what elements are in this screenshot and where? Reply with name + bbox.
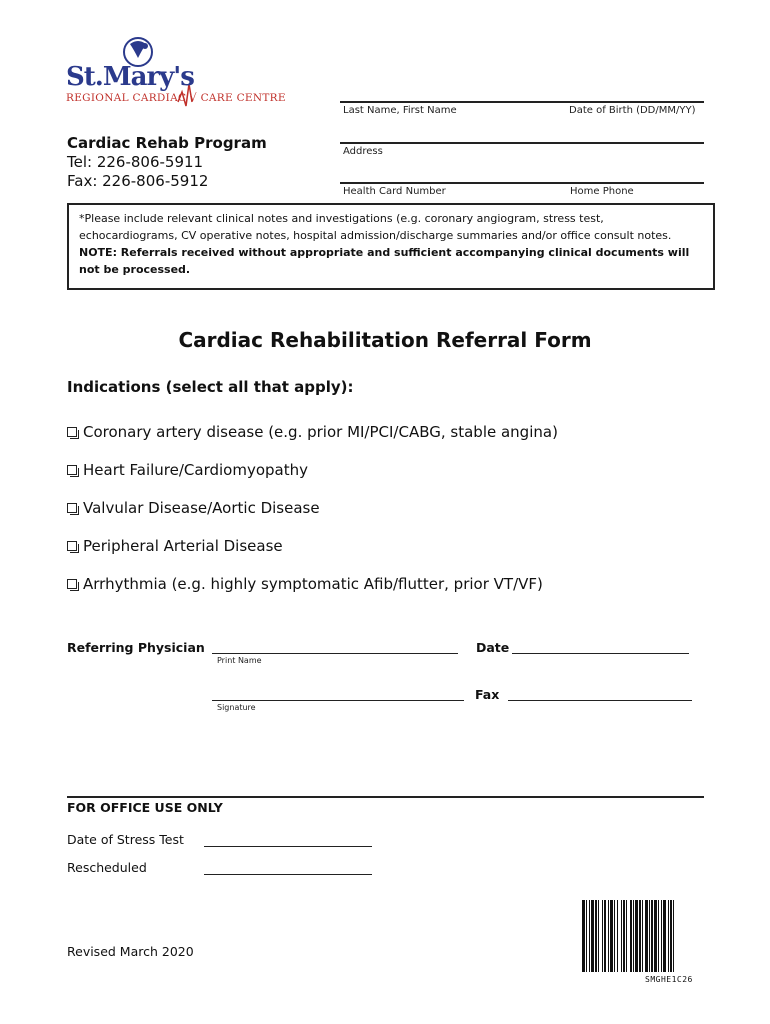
rescheduled-label: Rescheduled (67, 860, 147, 875)
checkbox[interactable] (67, 427, 77, 437)
barcode-bar (635, 900, 638, 972)
barcode-bar (658, 900, 659, 972)
print-name-label: Print Name (217, 656, 262, 665)
form-title: Cardiac Rehabilitation Referral Form (178, 328, 592, 352)
barcode-bar (668, 900, 669, 972)
date-line[interactable] (512, 653, 689, 654)
program-tel: Tel: 226-806-5911 (67, 153, 204, 171)
rescheduled-line[interactable] (204, 874, 372, 875)
barcode-bar (614, 900, 615, 972)
barcode-bar (670, 900, 672, 972)
barcode-bar (602, 900, 603, 972)
notice-note: NOTE: Referrals received without appropriate and sufficient accompanying clinical documents will not be processed. (79, 246, 690, 276)
barcode-bar (591, 900, 594, 972)
barcode-bar (621, 900, 622, 972)
indication-item[interactable] (67, 499, 320, 517)
barcode-bar (598, 900, 599, 972)
barcode-bar (673, 900, 674, 972)
barcode-bar (608, 900, 609, 972)
checkbox[interactable] (67, 541, 77, 551)
barcode (582, 900, 754, 972)
checkbox[interactable] (67, 579, 77, 589)
home-phone-label: Home Phone (570, 186, 634, 197)
barcode-bar (649, 900, 650, 972)
barcode-bar (651, 900, 653, 972)
dob-label: Date of Birth (DD/MM/YY) (569, 105, 696, 116)
barcode-bar (582, 900, 585, 972)
logo-subtitle: REGIONAL CARDIAC √ CARE CENTRE (66, 92, 286, 104)
patient-name-line[interactable] (340, 101, 704, 103)
indication-label: Coronary artery disease (e.g. prior MI/PCI/CABG, stable angina) (83, 423, 558, 441)
barcode-bar (661, 900, 662, 972)
barcode-bar (617, 900, 618, 972)
fax-line[interactable] (508, 700, 692, 701)
notice-text: *Please include relevant clinical notes and investigations (e.g. coronary angiogram, stress test, echocardiograms, CV operative notes, hospital admission/discharge summaries and/or office consult notes. (79, 212, 672, 242)
barcode-bar (610, 900, 613, 972)
stress-test-label: Date of Stress Test (67, 832, 184, 847)
indication-item[interactable] (67, 575, 543, 593)
referring-physician-label: Referring Physician (67, 640, 205, 655)
program-contact (67, 134, 267, 191)
barcode-bar (630, 900, 632, 972)
indications-heading: Indications (select all that apply): (67, 378, 354, 396)
indication-label: Valvular Disease/Aortic Disease (83, 499, 320, 517)
indication-item[interactable] (67, 537, 283, 555)
indication-label: Peripheral Arterial Disease (83, 537, 283, 555)
barcode-bar (639, 900, 641, 972)
barcode-bar (623, 900, 625, 972)
address-line[interactable] (340, 142, 704, 144)
health-card-label: Health Card Number (343, 186, 446, 197)
physician-name-line[interactable] (212, 653, 458, 654)
barcode-bar (663, 900, 666, 972)
fax-label: Fax (475, 687, 500, 702)
office-divider (67, 796, 704, 798)
office-heading: FOR OFFICE USE ONLY (67, 800, 223, 815)
barcode-bar (626, 900, 627, 972)
program-title: Cardiac Rehab Program (67, 134, 267, 152)
indication-label: Arrhythmia (e.g. highly symptomatic Afib/flutter, prior VT/VF) (83, 575, 543, 593)
revised-date: Revised March 2020 (67, 944, 194, 959)
program-fax: Fax: 226-806-5912 (67, 172, 209, 190)
health-card-line[interactable] (340, 182, 704, 184)
barcode-bar (589, 900, 590, 972)
notice-box (67, 203, 715, 290)
stress-test-line[interactable] (204, 846, 372, 847)
patient-name-label: Last Name, First Name (343, 105, 457, 116)
indication-item[interactable] (67, 423, 558, 441)
indication-label: Heart Failure/Cardiomyopathy (83, 461, 308, 479)
barcode-bar (586, 900, 587, 972)
signature-label: Signature (217, 703, 256, 712)
date-label: Date (476, 640, 510, 655)
logo-name: St.Mary's (66, 62, 194, 92)
barcode-bar (645, 900, 648, 972)
barcode-bar (633, 900, 634, 972)
address-label: Address (343, 146, 383, 157)
barcode-bar (654, 900, 657, 972)
barcode-bar (595, 900, 597, 972)
barcode-text: SMGHE1C26 (645, 975, 693, 984)
signature-line[interactable] (212, 700, 464, 701)
checkbox[interactable] (67, 503, 77, 513)
indication-item[interactable] (67, 461, 308, 479)
checkbox[interactable] (67, 465, 77, 475)
barcode-bar (604, 900, 606, 972)
barcode-bar (642, 900, 643, 972)
